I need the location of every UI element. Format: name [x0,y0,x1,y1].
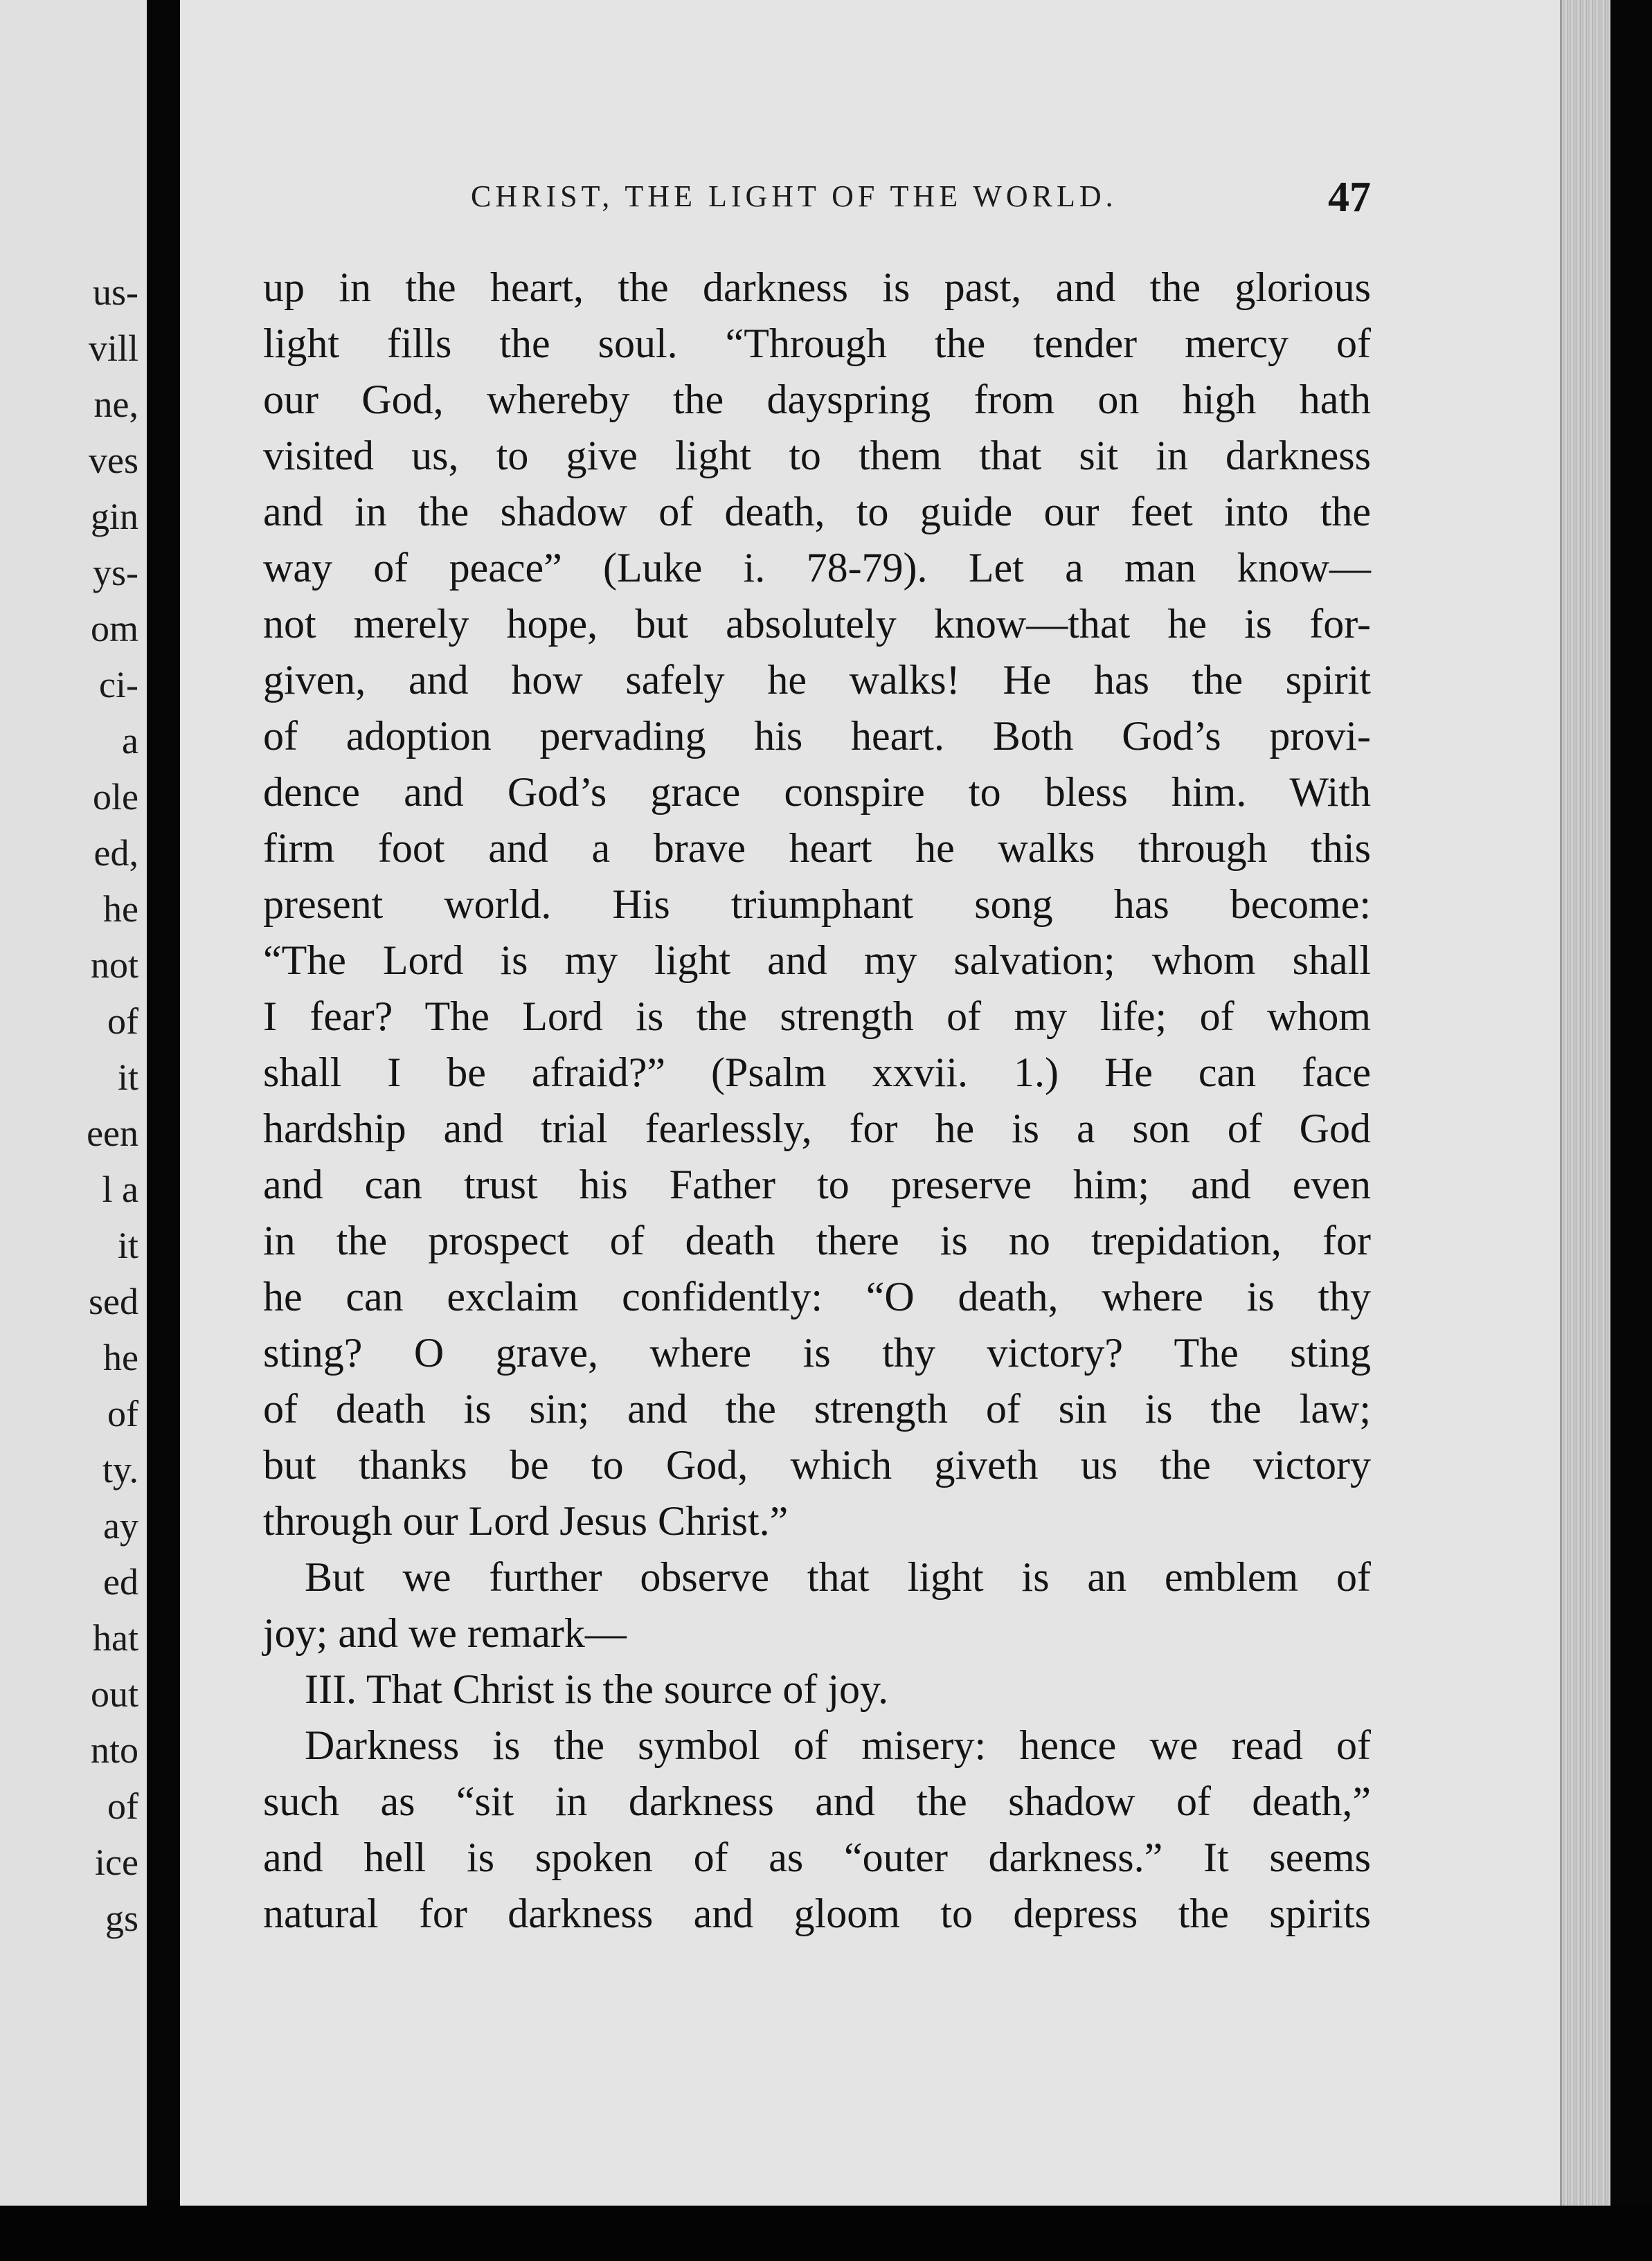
facing-page-fragment: ed [103,1561,138,1603]
text-line: Darkness is the symbol of misery: hence we read of [305,1722,1371,1768]
scan-border [0,2206,1652,2261]
facing-page-fragment: he [103,1337,138,1378]
facing-page-fragment: it [117,1225,138,1266]
text-line: way of peace” (Luke i. 78-79). Let a man know— [263,545,1371,591]
text-line: given, and how safely he walks! He has the spirit [263,657,1371,703]
body-text [263,260,1371,1942]
facing-page-fragment: ci- [99,664,138,705]
text-line: through our Lord Jesus Christ.” [263,1498,789,1544]
facing-page-fragment: not [90,944,138,986]
facing-page-fragment: ty. [102,1449,138,1490]
facing-page-fragment: he [103,888,138,930]
text-line: but thanks be to God, which giveth us the victory [263,1442,1371,1488]
facing-page-fragment: out [90,1673,138,1715]
text-line: firm foot and a brave heart he walks through this [263,825,1371,871]
facing-page-fragment: ne, [93,384,138,425]
text-line: shall I be afraid?” (Psalm xxvii. 1.) He can face [263,1050,1371,1095]
text-line: sting? O grave, where is thy victory? The sting [263,1330,1371,1376]
book-gutter [147,0,180,2261]
text-line: and hell is spoken of as “outer darkness.” It seems [263,1835,1371,1880]
facing-page-fragment: of [107,1000,138,1042]
text-line: in the prospect of death there is no trepidation, for [263,1218,1371,1263]
facing-page-fragment: vill [88,327,138,369]
facing-page-fragment: l a [102,1169,138,1210]
facing-page-fragment: ay [103,1505,138,1547]
text-line: of adoption pervading his heart. Both God’s provi- [263,713,1371,759]
text-line: present world. His triumphant song has become: [263,881,1371,927]
facing-page-fragment: een [87,1113,138,1154]
text-line: not merely hope, but absolutely know—that he is for- [263,601,1371,647]
running-head-title: CHRIST, THE LIGHT OF THE WORLD. [471,179,1117,213]
facing-page-fragment: om [90,608,138,649]
running-head [291,173,1371,228]
facing-page [0,0,147,2208]
text-line: light fills the soul. “Through the tender mercy of [263,321,1371,366]
text-line: visited us, to give light to them that sit in darkness [263,433,1371,478]
facing-page-fragment: sed [89,1281,138,1322]
facing-page-fragment: of [107,1785,138,1827]
text-line: such as “sit in darkness and the shadow of death,” [263,1778,1371,1824]
text-line: he can exclaim confidently: “O death, where is thy [263,1274,1371,1319]
page-edge-stack [1560,0,1610,2261]
facing-page-text-fragments [0,0,138,2208]
facing-page-fragment: ys- [93,552,138,593]
facing-page-fragment: of [107,1393,138,1434]
text-line: But we further observe that light is an emblem of [305,1554,1371,1600]
facing-page-fragment: ed, [93,832,138,874]
text-line: hardship and trial fearlessly, for he is a son of God [263,1106,1371,1151]
text-line: of death is sin; and the strength of sin is the law; [263,1386,1371,1432]
text-line: dence and God’s grace conspire to bless him. With [263,769,1371,815]
facing-page-fragment: nto [90,1729,138,1771]
facing-page-fragment: hat [93,1617,138,1659]
text-line: I fear? The Lord is the strength of my life; of whom [263,993,1371,1039]
facing-page-fragment: ves [89,440,138,481]
facing-page-fragment: gs [105,1898,138,1939]
text-line: natural for darkness and gloom to depress the spirits [263,1891,1371,1936]
facing-page-fragment: it [117,1056,138,1098]
section-heading: III. That Christ is the source of joy. [305,1666,889,1712]
text-line: up in the heart, the darkness is past, and the glorious [263,264,1371,310]
text-line: and in the shadow of death, to guide our feet into the [263,489,1371,534]
facing-page-fragment: a [122,720,138,762]
text-line: “The Lord is my light and my salvation; whom shall [263,937,1371,983]
facing-page-fragment: ole [93,776,138,818]
facing-page-fragment: gin [90,496,138,537]
facing-page-fragment: ice [95,1841,138,1883]
facing-page-fragment: us- [93,271,138,313]
page-number: 47 [1328,174,1371,221]
text-line: and can trust his Father to preserve him; and even [263,1162,1371,1207]
text-line: our God, whereby the dayspring from on high hath [263,377,1371,422]
text-line: joy; and we remark— [263,1610,627,1656]
